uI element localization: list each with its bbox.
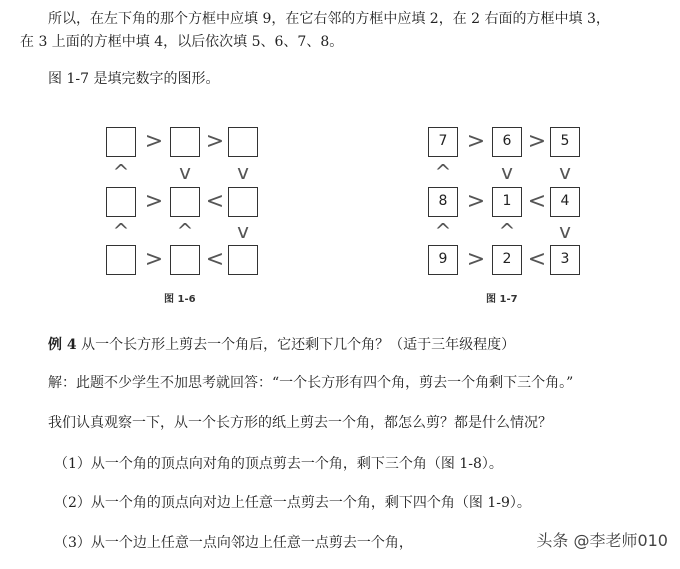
- right-arrow-icon: >: [205, 129, 225, 154]
- grid-cell: 4: [550, 187, 580, 217]
- case-3: （3）从一个边上任意一点向邻边上任意一点剪去一个角，: [54, 535, 413, 551]
- grid-cell: 9: [428, 245, 458, 275]
- left-arrow-icon: <: [205, 189, 225, 214]
- grid-cell: 1: [492, 187, 522, 217]
- grid-cell: [228, 245, 258, 275]
- figure-caption: 图 1-7: [486, 294, 518, 305]
- up-arrow-icon: ^: [176, 219, 194, 243]
- case-2: （2）从一个角的顶点向对边上任意一点剪去一个角，剩下四个角（图 1-9）。: [54, 495, 531, 511]
- up-arrow-icon: ^: [112, 160, 130, 184]
- figure-1-7: [424, 127, 594, 307]
- figure-intro: 图 1-7 是填完数字的图形。: [48, 71, 220, 87]
- grid-cell: [170, 245, 200, 275]
- down-arrow-icon: v: [559, 160, 571, 184]
- observe-line: 我们认真观察一下，从一个长方形的纸上剪去一个角，都怎么剪？都是什么情况？: [48, 415, 552, 431]
- grid-cell: [228, 127, 258, 157]
- down-arrow-icon: v: [559, 219, 571, 243]
- right-arrow-icon: >: [144, 247, 164, 272]
- grid-cell: [170, 187, 200, 217]
- watermark: 头条 @李老师010: [536, 531, 668, 550]
- right-arrow-icon: >: [466, 247, 486, 272]
- left-arrow-icon: <: [205, 247, 225, 272]
- example-label: 例 4: [48, 337, 77, 353]
- down-arrow-icon: v: [237, 160, 249, 184]
- answer-line: 解：此题不少学生不加思考就回答：“一个长方形有四个角，剪去一个角剩下三个角。”: [48, 375, 574, 391]
- grid-cell: [170, 127, 200, 157]
- grid-cell: [106, 127, 136, 157]
- right-arrow-icon: >: [466, 189, 486, 214]
- grid-cell: 6: [492, 127, 522, 157]
- right-arrow-icon: >: [144, 129, 164, 154]
- grid-cell: [106, 245, 136, 275]
- down-arrow-icon: v: [179, 160, 191, 184]
- left-arrow-icon: <: [527, 247, 547, 272]
- figure-1-6: [102, 127, 272, 307]
- up-arrow-icon: ^: [112, 219, 130, 243]
- up-arrow-icon: ^: [498, 219, 516, 243]
- example-heading: [48, 336, 515, 354]
- down-arrow-icon: v: [501, 160, 513, 184]
- grid-cell: 5: [550, 127, 580, 157]
- left-arrow-icon: <: [527, 189, 547, 214]
- case-1: （1）从一个角的顶点向对角的顶点剪去一个角，剩下三个角（图 1-8）。: [54, 456, 503, 472]
- intro-line-2: 在 3 上面的方框中填 4，以后依次填 5、6、7、8。: [20, 34, 344, 50]
- up-arrow-icon: ^: [434, 219, 452, 243]
- grid-cell: 3: [550, 245, 580, 275]
- grid-cell: 2: [492, 245, 522, 275]
- right-arrow-icon: >: [527, 129, 547, 154]
- grid-cell: 8: [428, 187, 458, 217]
- up-arrow-icon: ^: [434, 160, 452, 184]
- example-text: 从一个长方形上剪去一个角后，它还剩下几个角？（适于三年级程度）: [81, 337, 516, 353]
- grid-cell: [228, 187, 258, 217]
- grid-cell: 7: [428, 127, 458, 157]
- grid-cell: [106, 187, 136, 217]
- intro-line-1: 所以，在左下角的那个方框中应填 9，在它右邻的方框中应填 2，在 2 右面的方框中填 3，: [48, 11, 610, 27]
- right-arrow-icon: >: [144, 189, 164, 214]
- figure-caption: 图 1-6: [164, 294, 196, 305]
- down-arrow-icon: v: [237, 219, 249, 243]
- right-arrow-icon: >: [466, 129, 486, 154]
